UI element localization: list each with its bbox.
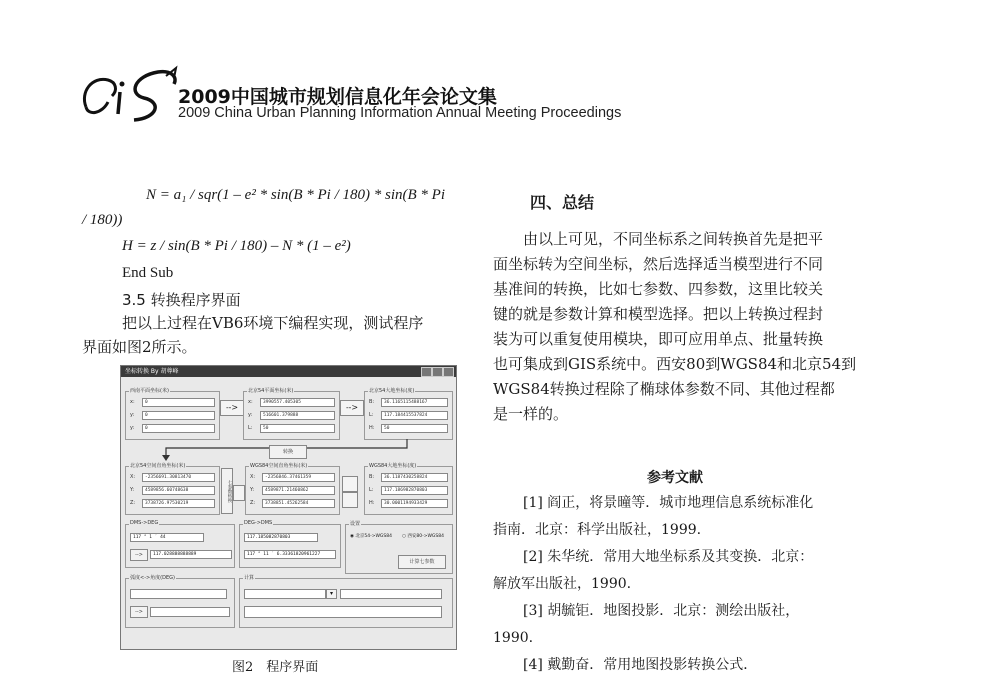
para-line: 基准间的转换，比如七参数、四参数，这里比较关 [493, 280, 824, 298]
section-4-heading: 四、总结 [530, 193, 595, 212]
radio-label: 北京54->WGS84 [355, 534, 392, 539]
field-input[interactable]: 4589871.21460862 [262, 486, 335, 495]
equation-h: H = z / sin(B * Pi / 180) – N * (1 – e²) [122, 238, 351, 254]
rad-convert-button[interactable]: --> [130, 606, 148, 618]
references-list [493, 490, 883, 679]
convert-arrow-button[interactable]: --> [220, 400, 244, 416]
conclusion-paragraph [493, 227, 883, 427]
calc-input-1[interactable] [244, 589, 326, 599]
para-line: 装为可以重复使用模块，即可应用单点、批量转换 [493, 330, 824, 348]
group-title: 北京54平面坐标(米) [248, 388, 294, 394]
field-input[interactable]: 0 [142, 411, 215, 420]
group-title: DEG->DMS [244, 520, 273, 526]
field-input[interactable]: -2356846.37461359 [262, 473, 335, 482]
field-input[interactable]: 3738726.97530219 [142, 499, 215, 508]
field-input[interactable]: 3990557.405305 [260, 398, 335, 407]
reference-item-cont: 1990. [493, 630, 534, 646]
field-label: L: [369, 487, 374, 493]
para-line: 键的就是参数计算和模型选择。把以上转换过程封 [493, 305, 824, 323]
left-para-line2: 界面如图2所示。 [82, 338, 197, 356]
field-label: Z: [130, 500, 136, 506]
field-input[interactable]: 117.186982870803 [381, 486, 448, 495]
references-heading: 参考文献 [647, 470, 703, 486]
group-beijing54-xyz [125, 463, 220, 515]
deg-output-2[interactable] [150, 607, 230, 617]
group-title: WGS84空间直角坐标(米) [250, 463, 308, 469]
end-sub: End Sub [122, 265, 174, 281]
chevron-down-icon[interactable]: ▾ [326, 589, 337, 599]
field-label: X: [250, 474, 256, 480]
convert-button[interactable]: 转换 [269, 445, 307, 459]
group-title: 计算 [244, 575, 255, 581]
field-label: H: [369, 500, 375, 506]
deg-output[interactable]: 117.028888888889 [150, 550, 232, 559]
para-line: 也可集成到GIS系统中。西安80到WGS84和北京54到 [493, 355, 857, 373]
para-line: 面坐标转为空间坐标，然后选择适当模型进行不同 [493, 255, 824, 273]
dms-convert-button[interactable]: --> [130, 549, 148, 561]
group-title: 北京54空间直角坐标(米) [130, 463, 186, 469]
gis-logo-icon [78, 62, 188, 132]
group-title: DMS->DEG [130, 520, 159, 526]
field-input[interactable]: 36.1187430258824 [381, 473, 448, 482]
field-label: Y: [130, 487, 135, 493]
field-label: L: [369, 412, 374, 418]
group-title: 设置 [350, 521, 361, 527]
para-line: 由以上可见，不同坐标系之间转换首先是把平 [523, 230, 824, 248]
reference-item: [4] 戴勤奋．常用地图投影转换公式． [523, 657, 758, 673]
proceedings-title-en: 2009 China Urban Planning Information Annual Meeting Proceedings [178, 105, 622, 121]
group-calc [239, 575, 453, 628]
convert-arrow-button[interactable] [342, 476, 358, 492]
group-wgs84-xyz [245, 463, 340, 515]
group-title: WGS84大地坐标(度) [369, 463, 417, 469]
field-input[interactable]: 0 [142, 398, 215, 407]
program-window-figure [120, 365, 457, 650]
convert-arrow-button[interactable] [233, 485, 245, 501]
field-input[interactable]: 0 [142, 424, 215, 433]
group-title: 北京54大地坐标(度) [369, 388, 415, 394]
field-input[interactable]: 117.184415537824 [381, 411, 448, 420]
field-label: H: [369, 425, 375, 431]
dms-input[interactable]: 117 ° 1 ′ 44 [130, 533, 204, 542]
calc-result[interactable] [244, 606, 442, 618]
calc-seven-params-button[interactable]: 计算七参数 [398, 555, 446, 569]
reference-item: [2] 朱华统．常用大地坐标系及其变换．北京： [523, 549, 814, 565]
reference-item: [3] 胡毓钜．地图投影．北京：测绘出版社， [523, 603, 800, 619]
proceedings-title-cn: 2009中国城市规划信息化年会论文集 [178, 86, 497, 108]
field-label: y: [130, 412, 135, 418]
reference-item-cont: 解放军出版社，1990. [493, 576, 632, 592]
field-label: Y: [250, 487, 255, 493]
field-label: y: [248, 412, 253, 418]
field-input[interactable]: 516601.379888 [260, 411, 335, 420]
field-input[interactable]: 3738851.45262584 [262, 499, 335, 508]
window-title: 坐标转换 By 胡尊峰 [125, 368, 179, 375]
seven-param-side-button[interactable]: 七参数转换 [221, 468, 233, 514]
field-label: x: [130, 399, 135, 405]
para-line: WGS84转换过程除了椭球体参数不同、其他过程都 [493, 380, 835, 398]
group-dms-to-deg [125, 520, 235, 568]
para-line: 是一样的。 [493, 405, 569, 423]
reference-item-cont: 指南．北京：科学出版社，1999. [493, 522, 702, 538]
calc-input-2[interactable] [340, 589, 442, 599]
radio-beijing54[interactable]: ◉ 北京54->WGS84 [350, 534, 392, 539]
group-title: 西南平面坐标(米) [130, 388, 169, 394]
rad-input[interactable] [130, 589, 227, 599]
group-settings [345, 521, 453, 574]
field-input[interactable]: 30.0001194933429 [381, 499, 448, 508]
group-wgs84-geodetic [364, 463, 453, 515]
field-label: y: [130, 425, 135, 431]
field-input[interactable]: 4589856.60748638 [142, 486, 215, 495]
field-label: Z: [250, 500, 256, 506]
field-label: X: [130, 474, 136, 480]
convert-arrow-button[interactable] [342, 492, 358, 508]
group-deg-to-dms [239, 520, 341, 568]
equation-n: N = a₁ / sqr(1 – e² * sin(B * Pi / 180) * sin(B * Pi [146, 187, 445, 203]
radio-xian80[interactable]: ○ 西安80->WGS84 [402, 534, 444, 539]
field-label: B: [369, 474, 375, 480]
field-input[interactable]: -2356691.30813470 [142, 473, 215, 482]
field-label: x: [248, 399, 253, 405]
field-input[interactable]: 36.1165115488167 [381, 398, 448, 407]
equation-n-cont: / 180)) [82, 212, 123, 228]
field-input[interactable]: 50 [260, 424, 335, 433]
field-input[interactable]: 50 [381, 424, 448, 433]
group-title: 弧度<->角度(DEG) [130, 575, 175, 581]
section-3-5-heading: 3.5 转换程序界面 [122, 291, 241, 309]
group-rad-deg [125, 575, 235, 628]
left-para-line1: 把以上过程在VB6环境下编程实现，测试程序 [122, 314, 424, 332]
deg-input[interactable]: 117.185082870803 [244, 533, 318, 542]
field-label: B: [369, 399, 375, 405]
dms-output[interactable]: 117 ° 11 ′ 6.33361820961227 [244, 550, 336, 559]
field-label: L: [248, 425, 253, 431]
convert-arrow-button[interactable]: --> [340, 400, 364, 416]
figure-caption: 图2 程序界面 [232, 660, 319, 675]
radio-label: 西安80->WGS84 [407, 534, 444, 539]
reference-item: [1] 阎正，将景曈等．城市地理信息系统标准化 [523, 495, 814, 511]
